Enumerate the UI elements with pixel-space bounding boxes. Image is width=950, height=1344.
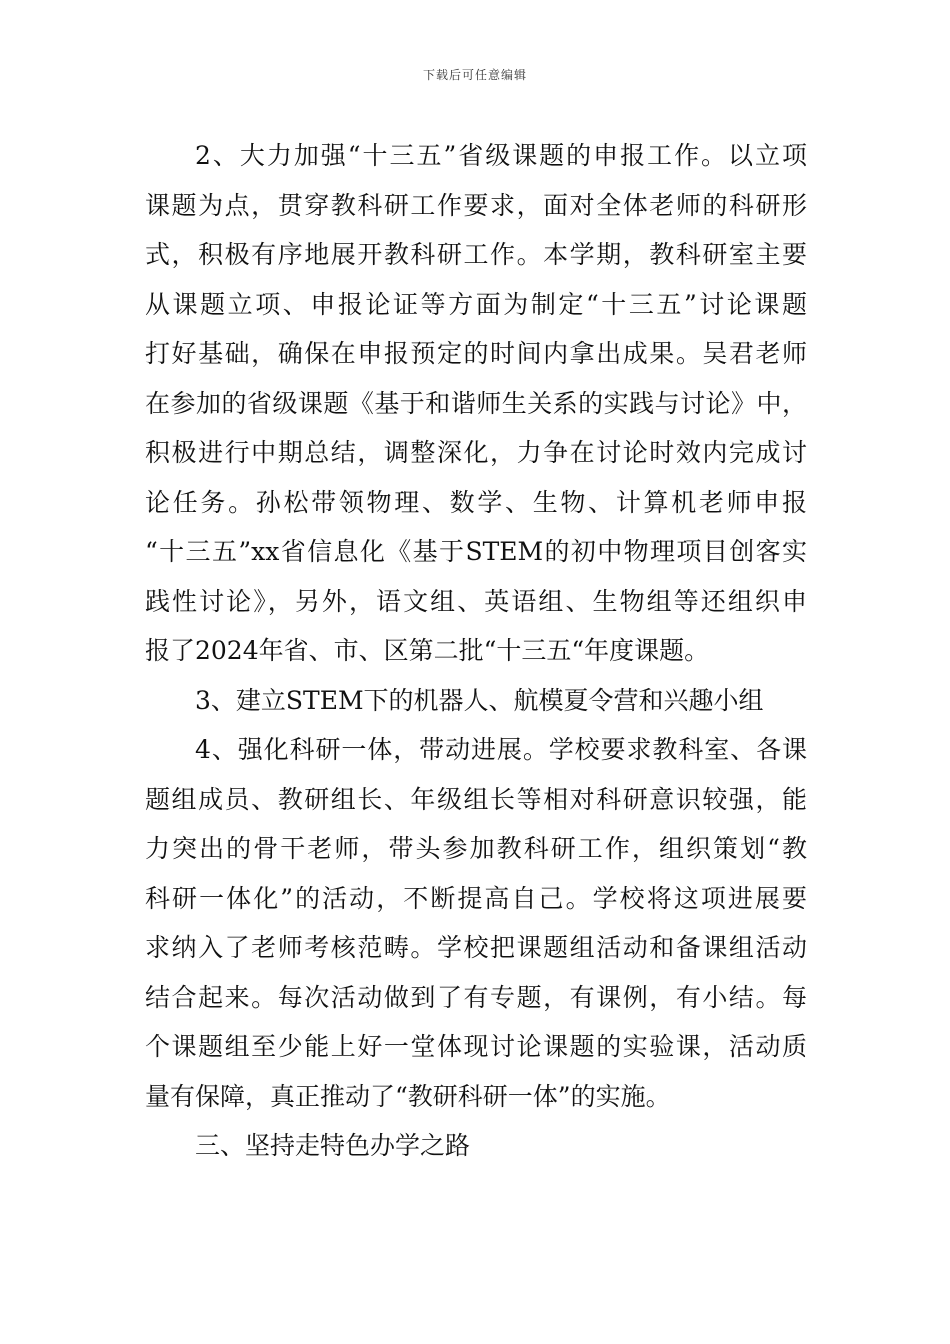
text-line: 式，积极有序地展开教科研工作。本学期，教科研室主要 [145,240,807,269]
text-line: 课题为点，贯穿教科研工作要求，面对全体老师的科研形 [145,190,807,220]
text-line: 报了2024年省、市、区第二批“十三五“年度课题。 [145,636,710,665]
text-line: 3、建立STEM下的机器人、航模夏令营和兴趣小组 [195,685,764,715]
text-line: 科研一体化”的活动，不断提高自己。学校将这项进展要 [145,883,807,913]
text-line: 三、坚持走特色办学之路 [195,1131,471,1160]
text-line: 在参加的省级课题《基于和谐师生关系的实践与讨论》中， [145,388,807,418]
text-line: 积极进行中期总结，调整深化，力争在讨论时效内完成讨 [145,438,807,467]
text-line: 力突出的骨干老师，带头参加教科研工作，组织策划“教 [145,834,807,863]
page-header: 下载后可任意编辑 [422,68,527,82]
text-line: 论任务。孙松带领物理、数学、生物、计算机老师申报 [145,487,807,517]
text-line: 2、大力加强“十三五”省级课题的申报工作。以立项 [195,141,807,170]
text-line: 个课题组至少能上好一堂体现讨论课题的实验课，活动质 [145,1032,807,1061]
text-line: 结合起来。每次活动做到了有专题，有课例，有小结。每 [145,982,807,1012]
text-line: 打好基础，确保在申报预定的时间内拿出成果。吴君老师 [145,339,807,368]
text-line: 题组成员、教研组长、年级组长等相对科研意识较强，能 [145,784,807,814]
text-line: 从课题立项、申报论证等方面为制定“十三五”讨论课题 [145,289,807,319]
text-line: 践性讨论》，另外，语文组、英语组、生物组等还组织申 [145,586,807,616]
text-line: 4、强化科研一体，带动进展。学校要求教科室、各课 [195,735,807,764]
document-body [145,131,807,1171]
text-line: “十三五”xx省信息化《基于STEM的初中物理项目创客实 [145,537,807,566]
text-line: 求纳入了老师考核范畴。学校把课题组活动和备课组活动 [145,933,807,962]
text-line: 量有保障，真正推动了“教研科研一体”的实施。 [145,1081,671,1111]
